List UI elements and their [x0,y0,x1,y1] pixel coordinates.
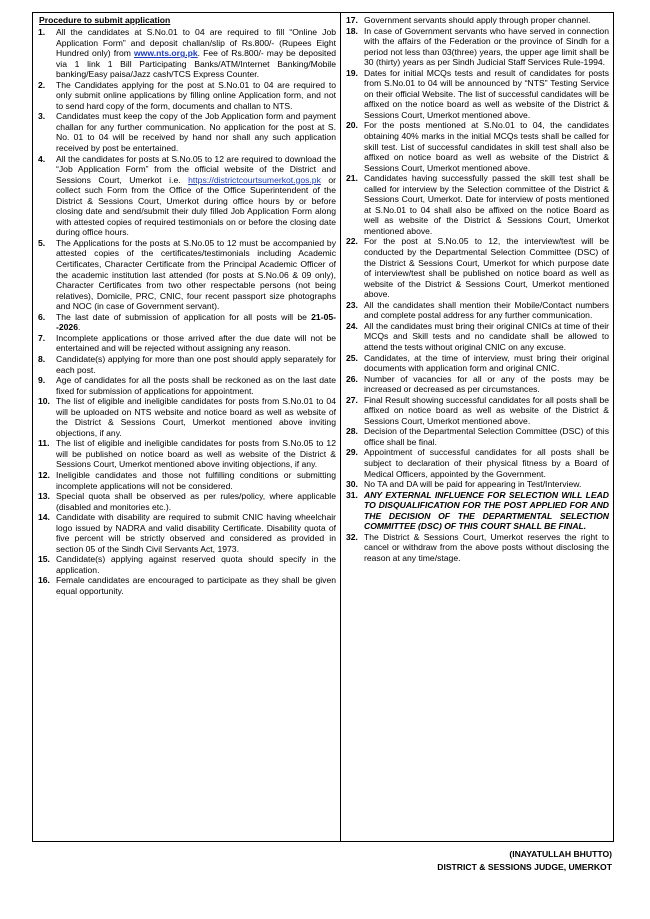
procedure-item [37,80,336,112]
procedure-item [37,238,336,312]
item-text [56,80,336,112]
item-text-segment: ANY EXTERNAL INFLUENCE FOR SELECTION WILL LEAD TO DISQUALIFICATION FOR THE POST APPLIED FOR AND THE DECISION OF THE DEPARTMENTAL SELECTION COMMITTEE (DSC) OF THIS COURT SHALL BE FINAL. [364,489,609,532]
procedure-item [345,300,609,321]
item-text [56,312,336,333]
item-text [56,470,336,491]
item-text-segment: Candidates, at the time of interview, must bring their original documents with application form and original CNIC. [364,352,609,374]
item-number: 13. [38,491,50,502]
procedure-item [37,512,336,554]
procedure-item [37,375,336,396]
item-text-segment: No TA and DA will be paid for appearing in Test/Interview. [364,479,582,490]
item-text [56,396,336,438]
item-text [364,395,609,427]
procedure-item [37,27,336,80]
item-text-segment: Female candidates are encouraged to participate as they shall be given equal opportunity. [56,575,336,596]
item-text [364,374,609,395]
procedure-item [345,120,609,173]
item-text-segment: Final Result showing successful candidates for all posts shall be affixed on notice board as well as website of the District & Sessions Court, Umerkot mentioned above. [364,394,609,426]
item-text [56,438,336,470]
item-text-segment: . Fee of Rs.800/- may be deposited via 1 link 1 Bill Participating Banks/ATM/Internet Banking/Mobile banking/Easy paisa/Jazz cash/TCS Express Counter. [56,48,336,80]
item-text [364,532,609,564]
item-text-segment: Candidate(s) applying for more than one post should apply separately for each post. [56,353,336,375]
item-text [364,26,609,68]
item-text [364,120,609,173]
item-number: 30. [346,479,358,490]
procedure-item [345,173,609,236]
item-text-segment: Incomplete applications or those arrived after the due date will not be entertained and will be rejected without assigning any reason. [56,332,336,354]
item-number: 18. [346,25,358,36]
right-column [341,13,613,841]
item-number: 15. [38,554,50,565]
item-text [364,490,609,532]
section-heading: Procedure to submit application [39,15,171,25]
item-number: 28. [346,426,358,437]
item-text-segment: . [77,322,81,333]
item-number: 21. [346,173,358,184]
procedure-item [345,374,609,395]
item-text-segment: Special quota shall be observed as per rules/policy, where applicable (disabled and monitories etc.). [56,491,336,512]
item-number: 16. [38,575,50,586]
item-text-segment: The Applications for the posts at S.No.05 to 12 must be accompanied by attested copies of the certificates/testimonials including Academic Certificates, Character Certificate from the Principal Academic Officer of the academic institution last attended (for posts at S.No.06 & 09 only), Character Certificates from two other respectable persons (not being relatives), Domicile, PRC, CNIC, four recent passport size photographs and NOC (in case of Government servant). [56,237,336,312]
item-text [364,353,609,374]
procedure-item [37,312,336,333]
item-text-segment: The Candidates applying for the post at S.No.01 to 04 are required to only submit online applications by filling online Application form, and not to send hard copy of the form, documents and challan to NTS. [56,79,336,111]
item-text [56,491,336,512]
item-number: 25. [346,352,358,363]
procedure-item [37,470,336,491]
item-text-segment: Ineligible candidates and those not fulfilling conditions or submitting incomplete applications will not be considered. [56,469,336,491]
item-text-segment: Number of vacancies for all or any of the posts may be increased or decreased as per circumstances. [364,373,609,395]
item-text [56,375,336,396]
procedure-item [37,554,336,575]
item-text-segment: Candidate(s) applying against reserved quota should specify in the application. [56,554,336,575]
item-text-segment: Candidates must keep the copy of the Job Application form and payment challan for any further communication. No application for the post at S. No. 01 to 04 will be received by hand nor shall any such application received by post be entertained. [56,111,336,154]
procedure-item [345,15,609,26]
signature-block [437,848,612,874]
item-text [364,300,609,321]
item-number: 8. [38,353,46,364]
procedure-item [345,532,609,564]
item-number: 31. [346,489,358,500]
item-number: 6. [38,311,46,322]
item-text-segment: Appointment of successful candidates for all posts shall be subject to declaration of their physical fitness by a Board of Medical Officers, appointed by the Government. [364,447,609,479]
item-text-segment: All the candidates must bring their original CNICs at time of their MCQs and Skill tests and no candidate shall be allowed to attend the tests without original CNIC on any excuse. [364,320,609,352]
item-number: 26. [346,373,358,384]
procedure-item [37,333,336,354]
item-text [56,512,336,554]
item-text-segment: Age of candidates for all the posts shall be reckoned as on the last date fixed for submission of applications for appointment. [56,375,336,396]
item-text-segment: Decision of the Departmental Selection Committee (DSC) of this office shall be final. [364,426,609,447]
item-number: 32. [346,531,358,542]
item-text [364,447,609,479]
item-text [364,236,609,299]
item-number: 7. [38,332,46,343]
item-text-segment: All the candidates for posts at S.No.05 to 12 are required to download the “Job Application Form” from the official website of the District and Sessions Court, Umerkot i.e. [56,153,336,185]
procedure-item [345,479,609,490]
item-text [364,426,609,447]
item-text [364,15,609,26]
item-text [364,321,609,353]
procedure-item [345,353,609,374]
item-number: 10. [38,396,50,407]
item-number: 17. [346,15,358,25]
item-number: 24. [346,320,358,331]
item-text [56,154,336,238]
procedure-item [345,26,609,68]
item-number: 19. [346,67,358,78]
procedure-item [345,426,609,447]
procedure-table [32,12,614,842]
item-number: 22. [346,236,358,247]
item-text [56,111,336,153]
website-link[interactable]: www.nts.org.pk [134,48,198,59]
item-text-segment: 21-05--2026 [56,311,336,333]
item-text [56,333,336,354]
item-text [56,27,336,80]
item-text-segment: Candidates having successfully passed the skill test shall be called for interview by the Selection committee of the District & Sessions Court, Umerkot. Date for interview of posts mentioned at S.No.01 to 04 shall also be affixed on the notice Board as well as website of the District & Sessions Court, Umerkot mentioned above. [364,173,609,236]
item-text-segment: All the candidates at S.No.01 to 04 are required to fill “Online Job Application Form” and deposit challan/slip of Rs.800/- (Rupees Eight Hundred only) from [56,27,336,59]
item-text-segment: Dates for initial MCQs tests and result of candidates for posts from S.No.01 to 04 will be announced by “NTS” Testing Service on their official Website. The list of successful candidates will be affixed on the notice board as well as website of the District & Sessions Court, Umerkot mentioned above. [364,67,609,120]
procedure-item [37,438,336,470]
item-number: 29. [346,447,358,458]
item-text [364,68,609,121]
item-text-segment: Candidate with disability are required to submit CNIC having wheelchair logo issued by NADRA and valid disability Certificate. Disability quota of five percent will be strictly observed and considered as provided in section 05 of the Sindh Civil Servants Act, 1973. [56,512,336,554]
item-number: 3. [38,111,46,122]
item-text-segment: In case of Government servants who have served in connection with the affairs of the Federation or the province of Sindh for a period not less than 03(three) years, the upper age limit shall be 30 (thirty) years as per Sindh Judicial Staff Services Rule-1994. [364,25,609,68]
procedure-item [345,490,609,532]
item-number: 11. [38,438,50,449]
procedure-item [345,395,609,427]
website-link[interactable]: https://districtcourtsumerkot.gos.pk [188,174,321,185]
item-text-segment: The list of eligible and ineligible candidates for posts from S.No.01 to 04 will be uploaded on NTS website and notice board as well as website of the District & Sessions Court, Umerkot mentioned above inviting objections, if any. [56,396,336,438]
procedure-item [37,154,336,238]
item-number: 9. [38,375,46,386]
item-number: 2. [38,79,46,90]
item-text [56,554,336,575]
item-text-segment: Government servants should apply through proper channel. [364,15,591,25]
item-text-segment: or collect such Form from the Office of the Office Superintendent of the District & Sessions Court, Umerkot during office hours by or before closing date and send/submit their duly filled Job Application Form along with attested copies of required testimonials on or before the closing date during office hours. [56,174,337,238]
item-number: 12. [38,469,50,480]
right-procedure-list [345,15,609,563]
signatory-name: (INAYATULLAH BHUTTO) [509,849,612,859]
item-text-segment: For the post at S.No.05 to 12, the interview/test will be conducted by the Departmental Selection Committee (DSC) of the District & Sessions Court, Umerkot for which purpose date of interview/test shall be published on notice board as well as website of the District & Sessions Court, Umerkot mentioned above. [364,236,609,300]
procedure-item [37,491,336,512]
item-text-segment: All the candidates shall mention their Mobile/Contact numbers and complete postal address for any further communication. [364,299,609,321]
procedure-item [37,111,336,153]
item-number: 27. [346,394,358,405]
item-number: 23. [346,299,358,310]
item-text-segment: The last date of submission of application for all posts will be [56,311,312,322]
procedure-item [345,236,609,299]
signatory-title: DISTRICT & SESSIONS JUDGE, UMERKOT [437,862,612,872]
procedure-item [345,68,609,121]
item-text-segment: The District & Sessions Court, Umerkot reserves the right to cancel or withdraw from the above posts without disclosing the reason at any time/stage. [364,531,609,563]
item-number: 4. [38,153,46,164]
item-number: 5. [38,237,46,248]
item-text [56,238,336,312]
procedure-item [345,321,609,353]
item-number: 20. [346,120,358,131]
procedure-item [37,575,336,596]
item-text [364,479,609,490]
left-column [33,13,341,841]
item-text [56,354,336,375]
item-text-segment: For the posts mentioned at S.No.01 to 04, the candidates obtaining 40% marks in the initial MCQs tests shall be called for skill test. List of successful candidates in skill test shall also be affixed on notice board as well as website of the District & Sessions Court, Umerkot mentioned above. [364,120,609,173]
item-number: 14. [38,512,50,523]
item-text-segment: The list of eligible and ineligible candidates for posts from S.No.05 to 12 will be published on notice board as well as website of the District & Sessions Court, Umerkot mentioned above inviting objections, if any. [56,438,336,470]
item-number: 1. [38,27,46,37]
procedure-item [37,354,336,375]
item-text [364,173,609,236]
procedure-item [37,396,336,438]
left-procedure-list [37,27,336,597]
item-text [56,575,336,596]
procedure-item [345,447,609,479]
